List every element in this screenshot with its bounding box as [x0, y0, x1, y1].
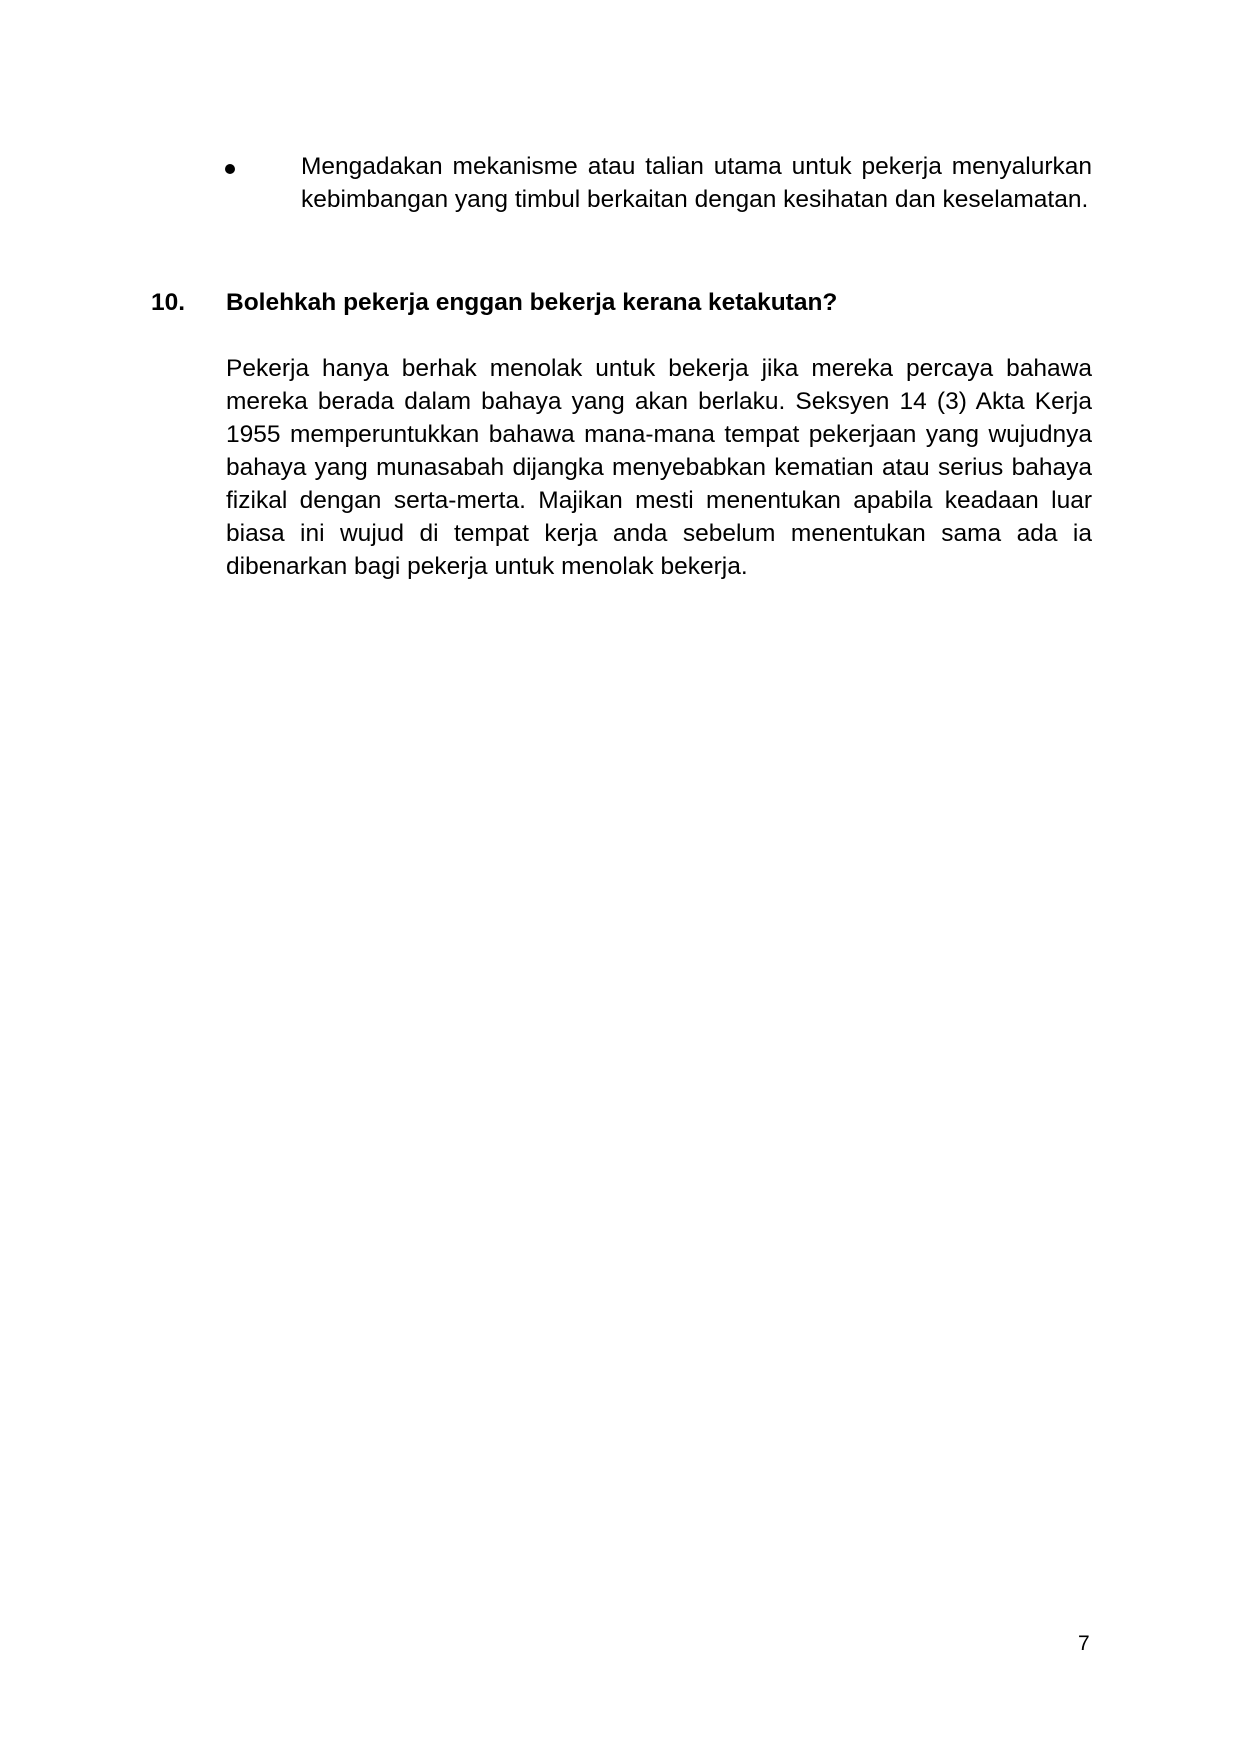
- page-number: 7: [1078, 1632, 1090, 1655]
- section-paragraph: Pekerja hanya berhak menolak untuk bekerja jika mereka percaya bahawa mereka berada dalam bahaya yang akan berlaku. Seksyen 14 (3) Akta Kerja 1955 memperuntukkan bahawa mana-mana tempat pekerjaan yang wujudnya bahaya yang munasabah dijangka menyebabkan kematian atau serius bahaya fizikal dengan serta-merta. Majikan mesti menentukan apabila keadaan luar biasa ini wujud di tempat kerja anda sebelum menentukan sama ada ia dibenarkan bagi pekerja untuk menolak bekerja.: [226, 355, 1092, 580]
- section-heading: Bolehkah pekerja enggan bekerja kerana ketakutan?: [226, 289, 838, 316]
- section-number: 10.: [151, 289, 186, 316]
- bullet-item-text: Mengadakan mekanisme atau talian utama untuk pekerja menyalurkan kebimbangan yang timbul berkaitan dengan kesihatan dan keselamatan.: [301, 153, 1092, 213]
